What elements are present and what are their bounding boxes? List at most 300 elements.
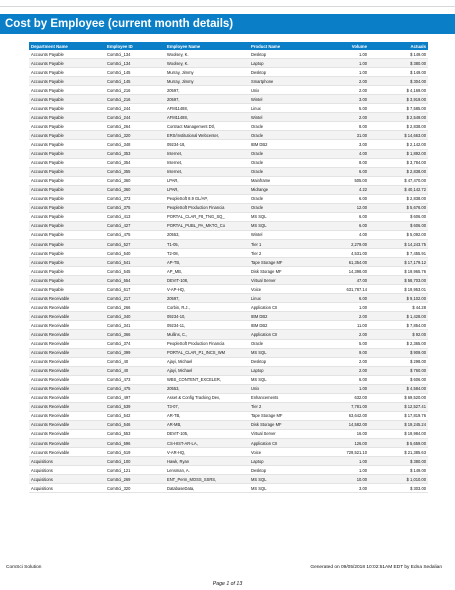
- cell-product-name: MS SQL: [249, 221, 317, 230]
- cell-employee-id: ComSci_541: [105, 258, 165, 267]
- table-row: [29, 212, 428, 221]
- cell-department: Acquisitions: [29, 457, 105, 466]
- cell-employee-id: ComSci_366: [105, 330, 165, 339]
- cell-employee-name: Murray, Jimmy: [165, 68, 249, 77]
- cell-volume: 632.00: [317, 393, 369, 402]
- cell-employee-id: ComSci_145: [105, 77, 165, 86]
- cell-actuals: $ 7,455.91: [369, 249, 428, 258]
- cell-product-name: Tier 1: [249, 239, 317, 248]
- cell-department: Accounts Receivable: [29, 357, 105, 366]
- cell-product-name: MS SQL: [249, 484, 317, 493]
- cell-volume: 1.00: [317, 59, 369, 68]
- table-row: [29, 457, 428, 466]
- cell-product-name: Wintel: [249, 95, 317, 104]
- cell-product-name: Oracle: [249, 203, 317, 212]
- cell-employee-id: ComSci_374: [105, 339, 165, 348]
- cell-employee-name: PORTAL_CLAR_F8_TNG_SQ_: [165, 212, 249, 221]
- cell-volume: 1.00: [317, 68, 369, 77]
- cell-volume: 1.00: [317, 457, 369, 466]
- cell-employee-name: PeopleSoft 8.9 GL/AP,: [165, 194, 249, 203]
- cell-product-name: Midrange: [249, 185, 317, 194]
- cell-volume: 2.00: [317, 330, 369, 339]
- cell-employee-name: Internet,: [165, 158, 249, 167]
- cell-actuals: $ 4,584.00: [369, 384, 428, 393]
- cell-department: Accounts Receivable: [29, 321, 105, 330]
- cell-department: Accounts Payable: [29, 95, 105, 104]
- cell-employee-id: ComSci_134: [105, 50, 165, 59]
- cell-department: Accounts Payable: [29, 50, 105, 59]
- cell-department: Accounts Payable: [29, 131, 105, 140]
- cell-employee-id: ComSci_264: [105, 122, 165, 131]
- table-row: [29, 330, 428, 339]
- table-row: [29, 249, 428, 258]
- cell-department: Accounts Payable: [29, 167, 105, 176]
- cell-product-name: Laptop: [249, 457, 317, 466]
- cell-employee-name: PeopleSoft Production Financia: [165, 203, 249, 212]
- cell-product-name: Smartphone: [249, 77, 317, 86]
- cell-employee-name: AFM11488,: [165, 113, 249, 122]
- cell-volume: 505.00: [317, 176, 369, 185]
- cell-actuals: $ 149.00: [369, 68, 428, 77]
- cell-department: Accounts Payable: [29, 185, 105, 194]
- cell-department: Accounts Receivable: [29, 402, 105, 411]
- col-header-actuals[interactable]: Actuals: [369, 42, 428, 50]
- cell-volume: 6.00: [317, 212, 369, 221]
- cell-department: Accounts Receivable: [29, 411, 105, 420]
- cell-product-name: MS SQL: [249, 348, 317, 357]
- table-row: [29, 131, 428, 140]
- cell-actuals: $ 298.00: [369, 357, 428, 366]
- col-header-employee-name[interactable]: Employee Name: [165, 42, 249, 50]
- cell-employee-id: ComSci_266: [105, 303, 165, 312]
- cell-employee-id: ComSci_320: [105, 484, 165, 493]
- cell-employee-name: AR-TB,: [165, 411, 249, 420]
- table-row: [29, 140, 428, 149]
- cell-volume: 12.00: [317, 203, 369, 212]
- cell-actuals: $ 2,142.00: [369, 140, 428, 149]
- table-row: [29, 86, 428, 95]
- cell-volume: 2.00: [317, 312, 369, 321]
- cell-product-name: Oracle: [249, 122, 317, 131]
- cell-actuals: $ 2,365.00: [369, 339, 428, 348]
- page-indicator: [0, 581, 455, 587]
- cell-volume: 3.00: [317, 95, 369, 104]
- cell-employee-id: ComSci_216: [105, 95, 165, 104]
- table-row: [29, 59, 428, 68]
- cell-employee-name: Hawk, Ryan: [165, 457, 249, 466]
- cell-employee-name: 20597,: [165, 86, 249, 95]
- cell-department: Accounts Receivable: [29, 439, 105, 448]
- cell-product-name: Desktop: [249, 68, 317, 77]
- cell-product-name: Laptop: [249, 59, 317, 68]
- cell-department: Accounts Receivable: [29, 366, 105, 375]
- table-row: [29, 393, 428, 402]
- cell-department: Accounts Payable: [29, 285, 105, 294]
- cell-employee-id: ComSci_413: [105, 212, 165, 221]
- cell-actuals: $ 5,676.00: [369, 203, 428, 212]
- cell-employee-id: ComSci_473: [105, 375, 165, 384]
- cell-actuals: $ 69,520.00: [369, 393, 428, 402]
- cell-volume: 5.00: [317, 339, 369, 348]
- cell-employee-id: ComSci_475: [105, 384, 165, 393]
- cell-product-name: Oracle: [249, 167, 317, 176]
- cell-product-name: Application CII: [249, 330, 317, 339]
- table-row: [29, 221, 428, 230]
- cell-actuals: $ 1,010.00: [369, 475, 428, 484]
- cell-volume: 126.00: [317, 439, 369, 448]
- col-header-employee-id[interactable]: Employee ID: [105, 42, 165, 50]
- col-header-volume[interactable]: Volume: [317, 42, 369, 50]
- cell-employee-name: WBS_CONTENT_EXCELER,: [165, 375, 249, 384]
- cell-actuals: $ 19,245.24: [369, 420, 428, 429]
- cell-employee-id: ComSci_527: [105, 239, 165, 248]
- cell-department: Accounts Receivable: [29, 448, 105, 457]
- cell-actuals: $ 58,703.00: [369, 276, 428, 285]
- footer-generated: Generated on 09/05/2018 10:02:51AM EDT by Edna Sedalian: [310, 565, 442, 570]
- cell-employee-name: AP-TB,: [165, 258, 249, 267]
- cell-employee-name: DEVIT-105,: [165, 429, 249, 438]
- cell-actuals: $ 5,659.00: [369, 439, 428, 448]
- table-row: [29, 348, 428, 357]
- cell-actuals: $ 17,179.12: [369, 258, 428, 267]
- cell-actuals: $ 909.00: [369, 348, 428, 357]
- cell-product-name: Desktop: [249, 50, 317, 59]
- cell-employee-name: V-AR-HQ,: [165, 448, 249, 457]
- cell-product-name: IBM DB2: [249, 140, 317, 149]
- cell-actuals: $ 760.00: [369, 366, 428, 375]
- cell-employee-name: Lensman, A.: [165, 466, 249, 475]
- table-row: [29, 50, 428, 59]
- table-row: [29, 194, 428, 203]
- table-row: [29, 384, 428, 393]
- cell-product-name: Unix: [249, 86, 317, 95]
- cell-employee-id: ComSci_360: [105, 185, 165, 194]
- cell-product-name: Wintel: [249, 230, 317, 239]
- cell-department: Accounts Payable: [29, 276, 105, 285]
- cell-department: Accounts Receivable: [29, 348, 105, 357]
- cell-employee-name: ERS/Institutional Webcenter,: [165, 131, 249, 140]
- cell-product-name: Tier 2: [249, 249, 317, 258]
- cell-department: Accounts Payable: [29, 258, 105, 267]
- cell-volume: 6.00: [317, 194, 369, 203]
- cell-employee-id: ComSci_553: [105, 429, 165, 438]
- cell-actuals: $ 606.00: [369, 221, 428, 230]
- cell-actuals: $ 19,953.01: [369, 285, 428, 294]
- cell-employee-name: PORTAL_PUBL_PA_MKTG_Co: [165, 221, 249, 230]
- cell-volume: 4.00: [317, 230, 369, 239]
- table-row: [29, 104, 428, 113]
- table-row: [29, 203, 428, 212]
- cell-actuals: $ 47,470.00: [369, 176, 428, 185]
- footer-company: ComSci Solution: [6, 565, 42, 570]
- cell-department: Acquisitions: [29, 475, 105, 484]
- cell-volume: 14,582.00: [317, 420, 369, 429]
- cell-employee-id: ComSci_40: [105, 357, 165, 366]
- table-row: [29, 167, 428, 176]
- cell-product-name: Application CII: [249, 439, 317, 448]
- cell-actuals: $ 17,819.76: [369, 411, 428, 420]
- cell-product-name: Voice: [249, 285, 317, 294]
- cell-employee-id: ComSci_348: [105, 140, 165, 149]
- table-row: [29, 303, 428, 312]
- cell-employee-name: DEVIT-108,: [165, 276, 249, 285]
- cell-department: Acquisitions: [29, 466, 105, 475]
- cell-actuals: $ 380.00: [369, 59, 428, 68]
- table-row: [29, 357, 428, 366]
- page-number: Page 1 of 13: [212, 581, 243, 587]
- cell-employee-id: ComSci_375: [105, 203, 165, 212]
- cell-product-name: Disk Storage MF: [249, 420, 317, 429]
- cell-department: Accounts Payable: [29, 158, 105, 167]
- cell-department: Accounts Receivable: [29, 303, 105, 312]
- cell-volume: 2.00: [317, 77, 369, 86]
- cell-actuals: $ 5,092.00: [369, 230, 428, 239]
- cell-product-name: MS SQL: [249, 475, 317, 484]
- cell-employee-name: Woolsey, K.: [165, 50, 249, 59]
- cell-actuals: $ 9,102.00: [369, 294, 428, 303]
- cell-department: Accounts Payable: [29, 86, 105, 95]
- cell-product-name: Laptop: [249, 366, 317, 375]
- cell-volume: 1.00: [317, 50, 369, 59]
- cell-department: Accounts Payable: [29, 140, 105, 149]
- cell-employee-name: T3-07,: [165, 402, 249, 411]
- cell-department: Accounts Payable: [29, 122, 105, 131]
- table-row: [29, 429, 428, 438]
- table-row: [29, 276, 428, 285]
- table-row: [29, 466, 428, 475]
- col-header-department[interactable]: Department Name: [29, 42, 105, 50]
- cell-actuals: $ 2,838.00: [369, 194, 428, 203]
- cell-employee-id: ComSci_216: [105, 86, 165, 95]
- cell-employee-name: T1-05,: [165, 239, 249, 248]
- table-row: [29, 176, 428, 185]
- table-row: [29, 339, 428, 348]
- cell-actuals: $ 3,784.00: [369, 158, 428, 167]
- cell-volume: 1.00: [317, 303, 369, 312]
- cell-product-name: IBM DB2: [249, 321, 317, 330]
- cell-volume: 2.00: [317, 357, 369, 366]
- table-row: [29, 420, 428, 429]
- cell-employee-name: AP_MB,: [165, 267, 249, 276]
- cell-volume: 4.00: [317, 149, 369, 158]
- cell-employee-name: LPAR,: [165, 185, 249, 194]
- cell-employee-name: 20553,: [165, 384, 249, 393]
- cell-volume: 1.00: [317, 466, 369, 475]
- cell-department: Accounts Receivable: [29, 330, 105, 339]
- cell-employee-id: ComSci_121: [105, 466, 165, 475]
- cell-employee-id: ComSci_354: [105, 158, 165, 167]
- cell-volume: 61,354.00: [317, 258, 369, 267]
- table-row: [29, 402, 428, 411]
- cell-actuals: $ 304.00: [369, 77, 428, 86]
- cell-employee-name: Ajayi, Michael: [165, 366, 249, 375]
- cell-department: Accounts Payable: [29, 149, 105, 158]
- cell-volume: 8.00: [317, 122, 369, 131]
- cell-actuals: $ 606.00: [369, 375, 428, 384]
- cell-volume: 7,781.00: [317, 402, 369, 411]
- cell-department: Accounts Receivable: [29, 339, 105, 348]
- cell-employee-id: ComSci_399: [105, 348, 165, 357]
- cell-employee-id: ComSci_539: [105, 402, 165, 411]
- cost-table: [29, 42, 428, 493]
- cell-actuals: $ 303.00: [369, 484, 428, 493]
- cell-actuals: $ 21,385.63: [369, 448, 428, 457]
- cell-department: Accounts Receivable: [29, 384, 105, 393]
- cell-product-name: Oracle: [249, 339, 317, 348]
- table-row: [29, 230, 428, 239]
- cell-department: Accounts Receivable: [29, 429, 105, 438]
- cell-volume: 16.00: [317, 429, 369, 438]
- cell-actuals: $ 14,663.00: [369, 131, 428, 140]
- cell-product-name: Unix: [249, 384, 317, 393]
- cell-product-name: Desktop: [249, 357, 317, 366]
- cell-product-name: Tape Storage MF: [249, 411, 317, 420]
- cell-volume: 31.00: [317, 131, 369, 140]
- cell-actuals: $ 7,585.00: [369, 104, 428, 113]
- cell-product-name: Tape Storage MF: [249, 258, 317, 267]
- cell-product-name: Application CII: [249, 303, 317, 312]
- cell-employee-id: ComSci_360: [105, 176, 165, 185]
- cell-actuals: $ 2,838.00: [369, 122, 428, 131]
- cell-actuals: $ 40,142.72: [369, 185, 428, 194]
- cell-department: Accounts Receivable: [29, 294, 105, 303]
- cell-volume: 3.00: [317, 484, 369, 493]
- cell-product-name: Linux: [249, 104, 317, 113]
- cell-employee-id: ComSci_341: [105, 321, 165, 330]
- cell-volume: 6.00: [317, 375, 369, 384]
- col-header-product-name[interactable]: Product Name: [249, 42, 317, 50]
- table-row: [29, 239, 428, 248]
- cell-employee-name: 09234-18,: [165, 140, 249, 149]
- cell-volume: 4.22: [317, 185, 369, 194]
- cell-employee-name: AR-MB,: [165, 420, 249, 429]
- cell-volume: 14,398.00: [317, 267, 369, 276]
- table-row: [29, 439, 428, 448]
- cell-volume: 729,521.10: [317, 448, 369, 457]
- cell-product-name: Oracle: [249, 131, 317, 140]
- cell-employee-id: ComSci_554: [105, 276, 165, 285]
- cell-volume: 2,279.00: [317, 239, 369, 248]
- cell-product-name: Oracle: [249, 158, 317, 167]
- cell-employee-id: ComSci_596: [105, 439, 165, 448]
- cell-volume: 8.00: [317, 158, 369, 167]
- top-rule: [0, 6, 455, 7]
- cell-product-name: MS SQL: [249, 375, 317, 384]
- cell-volume: 4,531.00: [317, 249, 369, 258]
- cell-employee-id: ComSci_134: [105, 59, 165, 68]
- cell-product-name: Tier 2: [249, 402, 317, 411]
- table-row: [29, 294, 428, 303]
- cell-employee-name: 09234-10,: [165, 312, 249, 321]
- table-row: [29, 267, 428, 276]
- cell-volume: 47.00: [317, 276, 369, 285]
- cell-product-name: Mainframe: [249, 176, 317, 185]
- cell-employee-name: Mullins, C.,: [165, 330, 249, 339]
- cell-volume: 9.00: [317, 348, 369, 357]
- cell-actuals: $ 92.00: [369, 330, 428, 339]
- table-row: [29, 375, 428, 384]
- cell-volume: 6.00: [317, 221, 369, 230]
- cell-employee-name: 20597,: [165, 294, 249, 303]
- cell-department: Accounts Receivable: [29, 393, 105, 402]
- cell-employee-name: CS-HIST-AR-LA,: [165, 439, 249, 448]
- cell-department: Accounts Payable: [29, 249, 105, 258]
- cell-employee-name: V-AP-HQ,: [165, 285, 249, 294]
- cell-product-name: MS SQL: [249, 212, 317, 221]
- cell-product-name: Voice: [249, 448, 317, 457]
- cell-employee-name: PeopleSoft Production Financia: [165, 339, 249, 348]
- cell-employee-id: ComSci_355: [105, 167, 165, 176]
- cell-employee-id: ComSci_340: [105, 312, 165, 321]
- table-header-row: [29, 42, 428, 50]
- cell-actuals: $ 2,549.00: [369, 113, 428, 122]
- cell-volume: 10.00: [317, 475, 369, 484]
- cell-employee-name: Ajayi, Michael: [165, 357, 249, 366]
- cell-product-name: Desktop: [249, 466, 317, 475]
- cell-employee-id: ComSci_269: [105, 475, 165, 484]
- cell-employee-id: ComSci_545: [105, 267, 165, 276]
- table-row: [29, 484, 428, 493]
- cell-actuals: $ 380.00: [369, 457, 428, 466]
- cell-department: Accounts Payable: [29, 212, 105, 221]
- cell-actuals: $ 19,984.00: [369, 429, 428, 438]
- cell-actuals: $ 149.00: [369, 50, 428, 59]
- cell-department: Accounts Payable: [29, 221, 105, 230]
- table-row: [29, 285, 428, 294]
- cell-actuals: $ 12,527.41: [369, 402, 428, 411]
- table-row: [29, 95, 428, 104]
- cell-volume: 2.00: [317, 366, 369, 375]
- table-row: [29, 312, 428, 321]
- table-row: [29, 149, 428, 158]
- cell-employee-name: T2-08,: [165, 249, 249, 258]
- cell-department: Accounts Receivable: [29, 375, 105, 384]
- cell-department: Accounts Payable: [29, 113, 105, 122]
- cell-employee-id: ComSci_617: [105, 285, 165, 294]
- cell-volume: 631,787.14: [317, 285, 369, 294]
- cell-employee-name: 09234-11,: [165, 321, 249, 330]
- table-row: [29, 113, 428, 122]
- table-row: [29, 68, 428, 77]
- cell-employee-id: ComSci_373: [105, 194, 165, 203]
- cell-volume: 6.00: [317, 294, 369, 303]
- cell-department: Accounts Payable: [29, 176, 105, 185]
- cell-volume: 6.00: [317, 167, 369, 176]
- cell-employee-name: Asset & Config Tracking Dev,: [165, 393, 249, 402]
- cell-product-name: IBM DB2: [249, 312, 317, 321]
- cell-department: Accounts Receivable: [29, 420, 105, 429]
- table-row: [29, 366, 428, 375]
- cell-employee-id: ComSci_217: [105, 294, 165, 303]
- cell-employee-name: Internet,: [165, 167, 249, 176]
- cell-volume: 3.00: [317, 140, 369, 149]
- table-row: [29, 258, 428, 267]
- cell-employee-id: ComSci_542: [105, 411, 165, 420]
- cell-actuals: $ 44.28: [369, 303, 428, 312]
- cell-department: Accounts Payable: [29, 77, 105, 86]
- cell-employee-name: Woolsey, K.: [165, 59, 249, 68]
- cell-department: Accounts Payable: [29, 104, 105, 113]
- cell-volume: 63,642.00: [317, 411, 369, 420]
- cell-product-name: Oracle: [249, 149, 317, 158]
- cell-volume: 5.00: [317, 104, 369, 113]
- cell-department: Accounts Payable: [29, 203, 105, 212]
- cell-employee-name: 20597,: [165, 95, 249, 104]
- cell-actuals: $ 4,169.00: [369, 86, 428, 95]
- cell-employee-id: ComSci_475: [105, 230, 165, 239]
- cell-employee-name: Contract Management Dtl,: [165, 122, 249, 131]
- cell-employee-name: Internet,: [165, 149, 249, 158]
